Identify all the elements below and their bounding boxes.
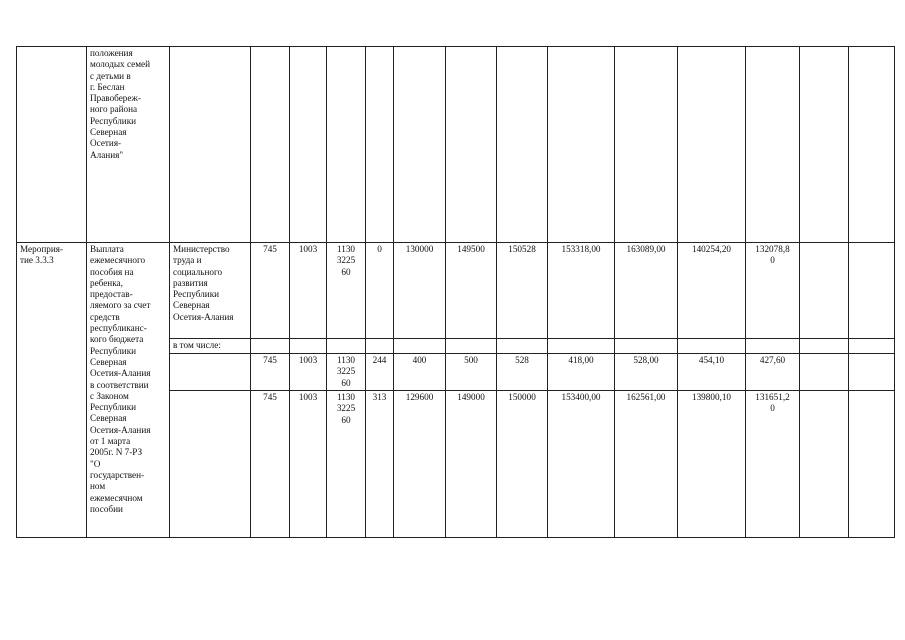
cell-empty xyxy=(746,47,800,243)
cell-empty xyxy=(678,339,746,354)
cell-value-7: 132078,8 0 xyxy=(746,243,800,339)
cell-value-3: 150000 xyxy=(497,391,548,538)
cell-empty xyxy=(17,47,87,243)
cell-empty xyxy=(548,47,615,243)
cell-empty xyxy=(800,354,849,391)
cell-rzpr: 1003 xyxy=(290,391,327,538)
cell-event-label: Мероприя- тие 3.3.3 xyxy=(17,243,87,538)
cell-including-label: в том числе: xyxy=(170,339,251,354)
cell-empty xyxy=(366,47,394,243)
cell-empty xyxy=(849,47,895,243)
cell-grbs: 745 xyxy=(251,243,290,339)
cell-empty xyxy=(251,339,290,354)
cell-value-4: 418,00 xyxy=(548,354,615,391)
cell-empty xyxy=(800,339,849,354)
cell-empty xyxy=(746,339,800,354)
cell-value-1: 129600 xyxy=(394,391,446,538)
cell-value-3: 150528 xyxy=(497,243,548,339)
cell-empty xyxy=(290,47,327,243)
cell-csr: 1130 3225 60 xyxy=(327,354,366,391)
cell-empty xyxy=(290,339,327,354)
cell-empty xyxy=(251,47,290,243)
cell-grbs: 745 xyxy=(251,354,290,391)
cell-vr: 0 xyxy=(366,243,394,339)
cell-value-5: 162561,00 xyxy=(615,391,678,538)
cell-empty xyxy=(678,47,746,243)
cell-empty xyxy=(800,391,849,538)
cell-value-5: 163089,00 xyxy=(615,243,678,339)
cell-value-1: 400 xyxy=(394,354,446,391)
cell-empty xyxy=(849,339,895,354)
cell-value-6: 139800,10 xyxy=(678,391,746,538)
cell-empty xyxy=(615,47,678,243)
cell-empty xyxy=(170,47,251,243)
cell-grbs: 745 xyxy=(251,391,290,538)
cell-value-2: 149000 xyxy=(446,391,497,538)
cell-value-6: 454,10 xyxy=(678,354,746,391)
cell-empty xyxy=(548,339,615,354)
cell-rzpr: 1003 xyxy=(290,354,327,391)
cell-empty xyxy=(615,339,678,354)
cell-empty xyxy=(800,243,849,339)
cell-empty xyxy=(849,391,895,538)
cell-empty xyxy=(327,339,366,354)
cell-empty xyxy=(446,339,497,354)
cell-empty xyxy=(497,339,548,354)
cell-vr: 313 xyxy=(366,391,394,538)
cell-value-2: 149500 xyxy=(446,243,497,339)
cell-empty xyxy=(170,391,251,538)
cell-csr: 1130 3225 60 xyxy=(327,243,366,339)
table-row-main xyxy=(17,243,895,339)
cell-value-1: 130000 xyxy=(394,243,446,339)
budget-table xyxy=(16,46,895,538)
cell-csr: 1130 3225 60 xyxy=(327,391,366,538)
table-row-intro xyxy=(17,47,895,243)
cell-executor: Министерство труда и социального развития Республики Северная Осетия-Алания xyxy=(170,243,251,339)
cell-empty xyxy=(327,47,366,243)
cell-empty xyxy=(394,47,446,243)
cell-empty xyxy=(849,243,895,339)
cell-empty xyxy=(170,354,251,391)
cell-empty xyxy=(446,47,497,243)
cell-rzpr: 1003 xyxy=(290,243,327,339)
cell-value-2: 500 xyxy=(446,354,497,391)
cell-empty xyxy=(394,339,446,354)
cell-empty xyxy=(849,354,895,391)
cell-vr: 244 xyxy=(366,354,394,391)
cell-value-4: 153318,00 xyxy=(548,243,615,339)
cell-event-description: Выплата ежемесячного пособия на ребенка, предостав- ляемого за счет средств республиканс- кого бюджета Республики Северная Осетия-Алания в соответствии с Законом Республики Северная Осетия-Алания от 1 марта 2005г. N 7-РЗ "О государствен- ном ежемесячном пособии xyxy=(87,243,170,538)
cell-empty xyxy=(497,47,548,243)
cell-value-5: 528,00 xyxy=(615,354,678,391)
cell-intro-description: положения молодых семей с детьми в г. Беслан Правобереж- ного района Республики Северная Осетия- Алания" xyxy=(87,47,170,243)
cell-value-6: 140254,20 xyxy=(678,243,746,339)
cell-value-7: 131651,2 0 xyxy=(746,391,800,538)
cell-empty xyxy=(366,339,394,354)
cell-value-7: 427,60 xyxy=(746,354,800,391)
cell-value-4: 153400,00 xyxy=(548,391,615,538)
cell-empty xyxy=(800,47,849,243)
cell-value-3: 528 xyxy=(497,354,548,391)
